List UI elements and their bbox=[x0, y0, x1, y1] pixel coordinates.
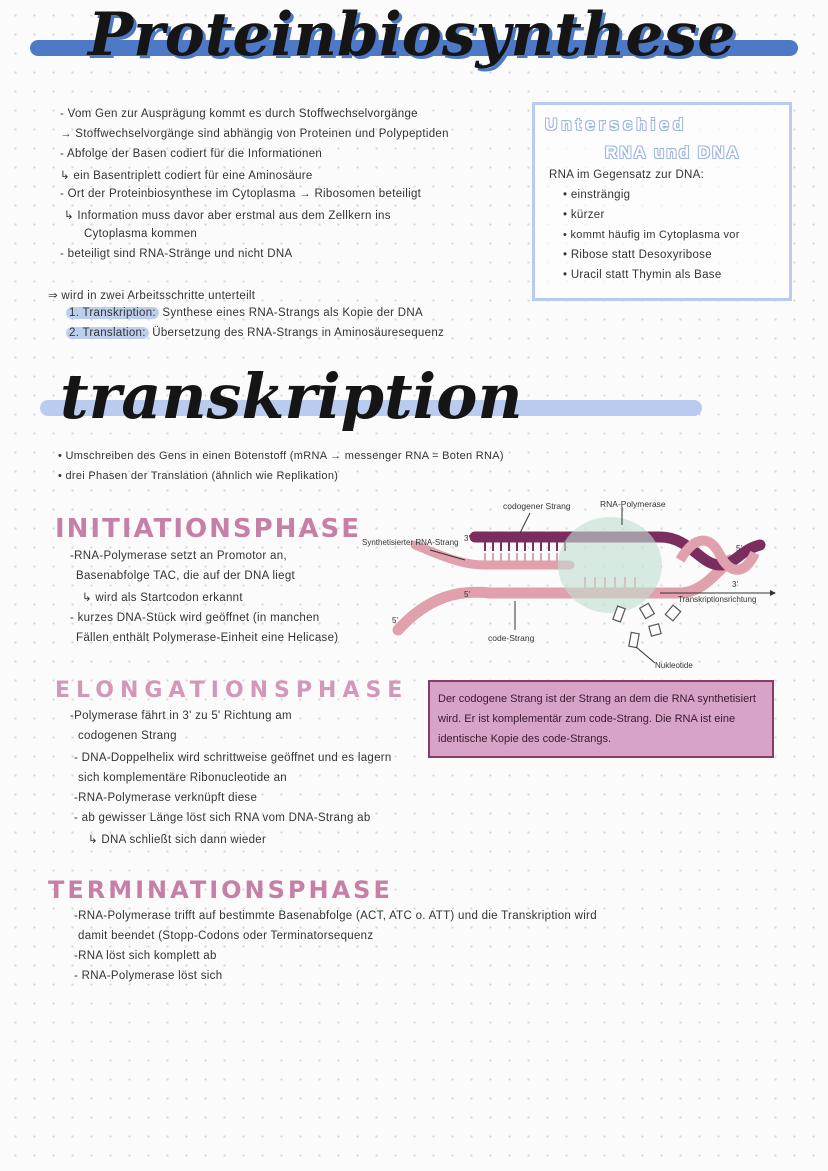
intro-line: - beteiligt sind RNA-Stränge und nicht DNA bbox=[60, 248, 293, 260]
rna-polymerase-shape bbox=[558, 517, 662, 613]
step-1 bbox=[66, 307, 423, 319]
transkription-line: • Umschreiben des Gens in einen Botenstoff (mRNA → messenger RNA = Boten RNA) bbox=[58, 450, 504, 462]
intro-line: → Stoffwechselvorgänge sind abhängig von Proteinen und Polypeptiden bbox=[60, 128, 449, 140]
step-2 bbox=[66, 327, 444, 339]
termination-line: damit beendet (Stopp-Codons oder Terminatorsequenz bbox=[78, 930, 374, 942]
compare-box-intro: RNA im Gegensatz zur DNA: bbox=[549, 169, 705, 181]
termination-line: - RNA-Polymerase löst sich bbox=[74, 970, 223, 982]
compare-box-title-1: Unterschied bbox=[545, 115, 688, 134]
compare-item: • einsträngig bbox=[563, 189, 631, 201]
compare-box-title-2: RNA und DNA bbox=[605, 143, 741, 162]
elongation-line: -RNA-Polymerase verknüpft diese bbox=[74, 792, 258, 804]
pointer-codogen bbox=[520, 513, 530, 533]
label-code: code-Strang bbox=[488, 633, 535, 643]
intro-line: ↳ ein Basentriplett codiert für eine Aminosäure bbox=[60, 170, 313, 182]
elongation-line: codogenen Strang bbox=[78, 730, 177, 742]
label-prime-5a: 5' bbox=[464, 590, 470, 599]
label-prime-5c: 5' bbox=[736, 544, 742, 553]
transkription-title: transkription bbox=[60, 360, 523, 433]
elongation-line: ↳ DNA schließt sich dann wieder bbox=[88, 834, 267, 846]
codogen-info-box bbox=[428, 680, 774, 758]
label-synth: Synthetisierter RNA-Strang bbox=[362, 538, 459, 547]
compare-item: • kommt häufig im Cytoplasma vor bbox=[563, 229, 740, 241]
intro-line: Cytoplasma kommen bbox=[84, 228, 198, 240]
page-title: Proteinbiosynthese bbox=[88, 0, 736, 70]
initiation-line: -RNA-Polymerase setzt an Promotor an, bbox=[70, 550, 287, 562]
elongation-title: ELONGATIONSPHASE bbox=[55, 678, 409, 703]
elongation-line: sich komplementäre Ribonucleotide an bbox=[78, 772, 287, 784]
nucleotides bbox=[613, 603, 681, 647]
intro-line: - Ort der Proteinbiosynthese im Cytoplasma → Ribosomen beteiligt bbox=[60, 188, 422, 200]
label-nukleotide: Nukleotide bbox=[655, 661, 693, 670]
intro-line: - Abfolge der Basen codiert für die Informationen bbox=[60, 148, 323, 160]
intro-line: ↳ Information muss davor aber erstmal aus dem Zellkern ins bbox=[64, 210, 391, 222]
initiation-line: - kurzes DNA-Stück wird geöffnet (in manchen bbox=[70, 612, 320, 624]
elongation-line: -Polymerase fährt in 3' zu 5' Richtung am bbox=[70, 710, 292, 722]
step-2-text: Übersetzung des RNA-Strangs in Aminosäuresequenz bbox=[152, 327, 445, 339]
elongation-line: - ab gewisser Länge löst sich RNA vom DNA-Strang ab bbox=[74, 812, 371, 824]
label-polymerase: RNA-Polymerase bbox=[600, 499, 666, 509]
termination-title: TERMINATIONSPHASE bbox=[48, 876, 393, 904]
elongation-line: - DNA-Doppelhelix wird schrittweise geöffnet und es lagern bbox=[74, 752, 392, 764]
rna-bases bbox=[485, 553, 557, 561]
info-box-text: Der codogene Strang ist der Strang an dem die RNA synthetisiert wird. Er ist komplementär zum code-Strang. Die RNA ist eine identische Kopie des code-Strangs. bbox=[438, 693, 756, 745]
termination-line: -RNA löst sich komplett ab bbox=[74, 950, 217, 962]
compare-item: • Ribose statt Desoxyribose bbox=[563, 249, 712, 261]
label-codogen: codogener Strang bbox=[503, 501, 571, 511]
step-1-label: 1. Transkription: bbox=[66, 307, 159, 319]
rna-dna-compare-box bbox=[532, 102, 792, 301]
initiation-line: Basenabfolge TAC, die auf der DNA liegt bbox=[76, 570, 296, 582]
initiation-title: INITIATIONSPHASE bbox=[55, 514, 362, 544]
initiation-line: ↳ wird als Startcodon erkannt bbox=[82, 592, 243, 604]
steps-intro: ⇒ wird in zwei Arbeitsschritte unterteilt bbox=[48, 290, 256, 302]
initiation-line: Fällen enthält Polymerase-Einheit eine Helicase) bbox=[76, 632, 339, 644]
compare-item: • kürzer bbox=[563, 209, 605, 221]
step-1-text: Synthese eines RNA-Strangs als Kopie der DNA bbox=[162, 307, 423, 319]
termination-line: -RNA-Polymerase trifft auf bestimmte Basenabfolge (ACT, ATC o. ATT) und die Transkription wird bbox=[74, 910, 597, 922]
pointer-nukleotide bbox=[636, 647, 655, 663]
codogen-bases bbox=[485, 542, 565, 551]
transcription-diagram bbox=[360, 495, 780, 675]
label-prime-3a: 3' bbox=[464, 534, 470, 543]
step-2-label: 2. Translation: bbox=[66, 327, 149, 339]
transkription-line: • drei Phasen der Translation (ähnlich wie Replikation) bbox=[58, 470, 339, 482]
label-richtung: Transkriptionsrichtung bbox=[678, 595, 757, 604]
direction-arrow-head bbox=[770, 590, 776, 596]
label-prime-5b: 5' bbox=[392, 616, 398, 625]
intro-line: - Vom Gen zur Ausprägung kommt es durch Stoffwechselvorgänge bbox=[60, 108, 418, 120]
compare-item: • Uracil statt Thymin als Base bbox=[563, 269, 722, 281]
label-prime-3b: 3' bbox=[732, 580, 738, 589]
